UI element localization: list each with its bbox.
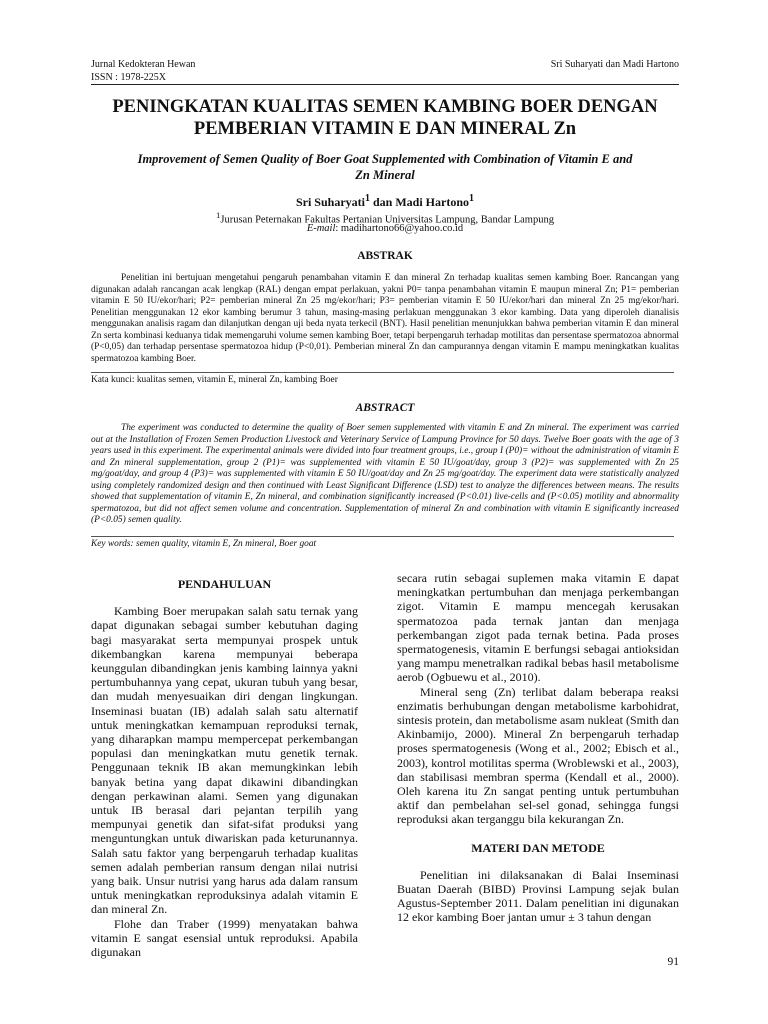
body-paragraph: Flohe dan Traber (1999) menyatakan bahwa vitamin E sangat esensial untuk reproduksi. Apabila digunakan: [91, 916, 358, 960]
author-list: [91, 193, 679, 210]
paper-subtitle: Improvement of Semen Quality of Boer Goat Supplemented with Combination of Vitamin E and Zn Mineral: [137, 152, 633, 182]
section-heading-materi-metode: MATERI DAN METODE: [471, 840, 605, 855]
abstract-text: The experiment was conducted to determine the quality of Boer semen supplemented with vitamin E and Zn mineral. The experiment was carried out at the Installation of Frozen Semen Production Livestock and Veterinary Service of Lampung Province for 50 days. Twelve Boer goats with the age of 3 years used in this experiment. The experimental animals were divided into four treatment groups, i.e., group I (P0)= without the administration of vitamin E and Zn mineral supplementation, group 2 (P1)= was supplemented with vitamin E 50 IU/goat/day, group 3 (P2)= was supplemented with Zn 25 mg/goat/day, and group 4 (P3)= was supplemented with vitamin E 50 IU/goat/day and Zn 25 mg/goat/day. The experiment data were statistically analyzed using completely randomized design and then continued with Least Significant Difference (LSD) test to analyze the differences between means. The results showed that supplementation of vitamin E, Zn mineral, and combination significantly increased (P<0.01) live-cells and (P<0.05) motility and abnormality spermatozoa, but did not affect semen volume and concentration. Supplementation of mineral Zn and combination with vitamin E significantly increased (P<0.05) semen quality.: [91, 423, 679, 525]
email-label: E-mail: [306, 223, 336, 234]
body-paragraph: Penelitian ini dilaksanakan di Balai Inseminasi Buatan Daerah (BIBD) Provinsi Lampung sejak bulan Agustus-September 2011. Dalam penelitian ini digunakan 12 ekor kambing Boer jantan umur ± 3 tahun dengan: [397, 867, 679, 925]
body-column-left: [91, 577, 358, 959]
kata-kunci: Kata kunci: kualitas semen, vitamin E, mineral Zn, kambing Boer: [91, 375, 338, 385]
abstrak-text: Penelitian ini bertujuan mengetahui pengaruh penambahan vitamin E dan mineral Zn terhadap kualitas semen kambing Boer. Rancangan yang digunakan adalah rancangan acak lengkap (RAL) dengan empat perlakuan, yakni P0= tanpa penambahan vitamin E maupun mineral Zn; P1= pemberian vitamin E 50 IU/ekor/hari; P2= pemberian mineral Zn 25 mg/ekor/hari; P3= pemberian vitamin E 50 IU/ekor/hari dan mineral Zn 25 mg/ekor/hari. Penelitian menggunakan 12 ekor kambing berumur 3 tahun, masing-masing perlakuan menggunakan 3 ekor kambing. Data yang diperoleh dianalisis menggunakan analisis ragam dan dilanjutkan dengan uji beda nyata terkecil (BNT). Hasil penelitian menunjukkan bahwa pemberian vitamin E dan mineral Zn serta kombinasi keduanya tidak memengaruhi volume semen kambing Boer, tetapi berpengaruh terhadap motilitas dan persentase spermatozoa abnormal (P<0,05) dan terhadap persentase spermatozoa hidup (P<0,01). Pemberian mineral Zn dan campurannya dengan vitamin E mampu meningkatkan kualitas spermatozoa kambing Boer.: [91, 273, 679, 364]
abstract-divider: [91, 536, 674, 537]
body-paragraph: secara rutin sebagai suplemen maka vitamin E dapat meningkatkan pertumbuhan dan menjaga perkembangan zigot. Vitamin E mampu mencegah kerusakan spermatozoa pada ternak jantan dan menjaga perkembangan zigot pada ternak betina. Pada proses spermatogenesis, vitamin E berfungsi sebagai antioksidan yang mampu menetralkan radikal bebas hasil metabolisme aerob (Ogbuewu et al., 2010).: [397, 571, 679, 685]
affiliation-mark: 1: [364, 193, 370, 204]
affiliation-text: Jurusan Peternakan Fakultas Pertanian Universitas Lampung, Bandar Lampung: [220, 214, 554, 226]
page-number: 91: [667, 956, 679, 968]
body-paragraph: Mineral seng (Zn) terlibat dalam beberapa reaksi enzimatis berhubungan dengan metabolisme karbohidrat, sintesis protein, dan metabolisme asam nukleat (Smith dan Akinbamijo, 2000). Mineral Zn berpengaruh terhadap proses spermatogenesis (Wong et al., 2002; Ebisch et al., 2003), kontrol motilitas sperma (Wroblewski et al., 2003), dan stabilisasi membran sperma (Kendall et al., 2000). Oleh karena itu Zn sangat penting untuk pertumbuhan aktif dan pembelahan sel-sel gonad, sehingga fungsi reproduksi akan terganggu bila kekurangan Zn.: [397, 684, 679, 827]
author-name: Sri Suharyati: [295, 195, 365, 209]
journal-name: Jurnal Kedokteran Hewan: [91, 59, 196, 70]
section-heading-pendahuluan: PENDAHULUAN: [177, 577, 272, 591]
running-authors: Sri Suharyati dan Madi Hartono: [550, 59, 679, 70]
header-divider: [91, 84, 679, 85]
abstract-heading: ABSTRACT: [355, 402, 415, 414]
author-conjunction: dan: [369, 195, 396, 209]
body-column-right: [397, 571, 679, 925]
email-address: : madihartono66@yahoo.co.id: [335, 223, 464, 234]
body-paragraph: Kambing Boer merupakan salah satu ternak yang dapat digunakan sebagai sumber kebutuhan daging bagi masyarakat serta mempunyai prospek untuk dikembangkan karena mempunyai beberapa keunggulan dibandingkan jenis kambing lainnya yakni pertumbuhannya yang cepat, ukuran tubuh yang besar, dan mudah menyesuaikan diri dengan lingkungan. Inseminasi buatan (IB) adalah salah satu alternatif untuk meningkatkan kemampuan reproduksi ternak, yang diharapkan mampu mempercepat perkembangan populasi dan meningkatkan mutu genetik ternak. Penggunaan teknik IB akan memungkinkan lebih banyak betina yang dapat dikawini dibandingkan dengan perkawinan alami. Semen yang digunakan untuk IB berasal dari pejantan terpilih yang mempunyai genetik dan sifat-sifat produksi yang menguntungkan untuk diwariskan pada keturunannya. Salah satu faktor yang berpengaruh terhadap kualitas semen adalah pemberian ransum dengan nilai nutrisi yang baik. Unsur nutrisi yang harus ada dalam ransum untuk meningkatkan reproduksinya adalah vitamin E dan mineral Zn.: [91, 604, 358, 917]
abstrak-heading: ABSTRAK: [357, 250, 413, 262]
contact-email: [91, 223, 679, 234]
journal-issn: ISSN : 1978-225X: [91, 72, 167, 83]
key-words: Key words: semen quality, vitamin E, Zn mineral, Boer goat: [91, 539, 317, 549]
affiliation-mark: 1: [469, 193, 475, 204]
running-header: [91, 58, 679, 84]
paper-title: PENINGKATAN KUALITAS SEMEN KAMBING BOER DENGAN PEMBERIAN VITAMIN E DAN MINERAL Zn: [112, 97, 658, 139]
abstrak-divider: [91, 372, 674, 373]
affiliation-mark: 1: [216, 210, 221, 220]
author-name: Madi Hartono: [395, 195, 470, 209]
